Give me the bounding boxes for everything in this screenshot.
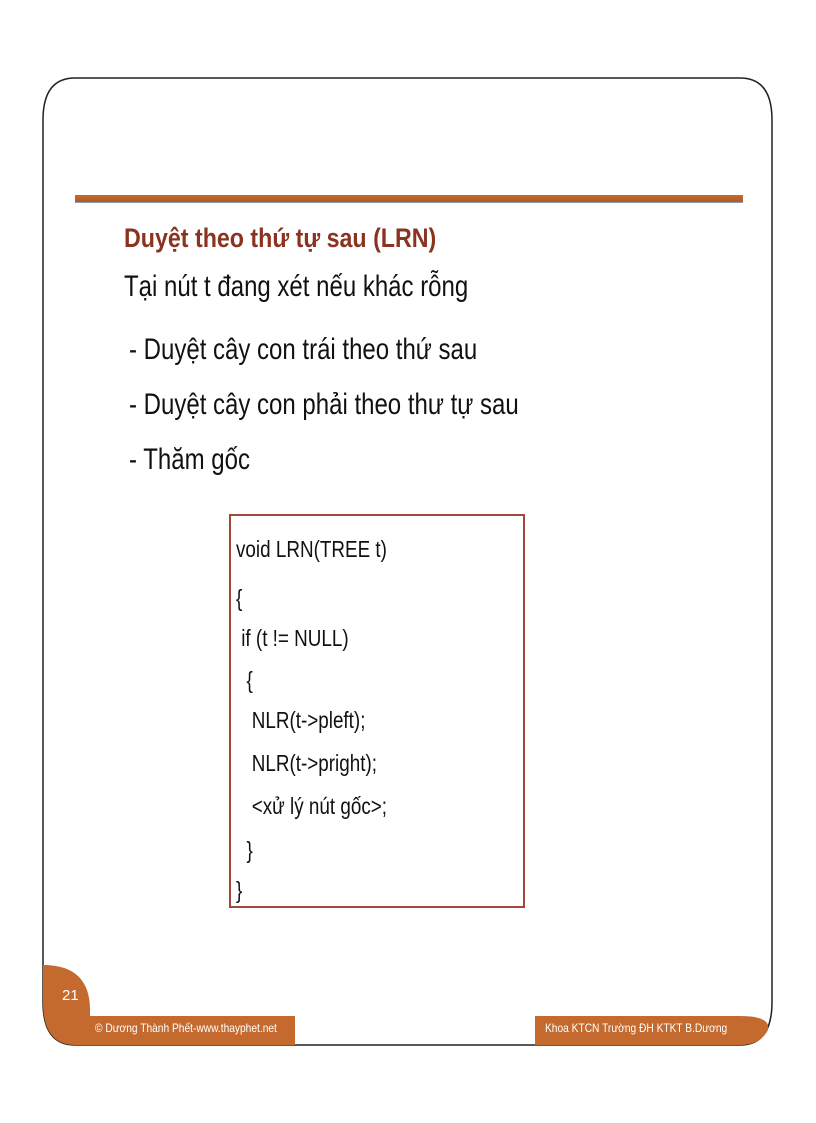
body-line-2: - Duyệt cây con trái theo thứ sau [129,333,478,366]
body-line-4: - Thăm gốc [129,443,250,476]
footer-author: © Dương Thành Phết-www.thayphet.net [95,1021,277,1035]
code-line-6: NLR(t->pright); [236,750,377,776]
code-line-7: <xử lý nút gốc>; [236,793,388,819]
title-rule [75,195,743,203]
code-line-5: NLR(t->pleft); [236,707,366,733]
code-line-3: if (t != NULL) [236,625,349,651]
code-line-2: { [236,585,243,611]
code-line-9: } [236,877,243,903]
body-line-1: Tại nút t đang xét nếu khác rỗng [124,270,469,303]
code-line-8: } [236,837,253,863]
code-line-1: void LRN(TREE t) [236,536,387,562]
body-line-3: - Duyệt cây con phải theo thư tự sau [129,388,519,421]
footer-institution: Khoa KTCN Trường ĐH KTKT B.Dương [545,1021,728,1035]
page-number: 21 [62,987,79,1004]
code-line-4: { [236,667,253,693]
slide-title: Duyệt theo thứ tự sau (LRN) [124,223,437,253]
